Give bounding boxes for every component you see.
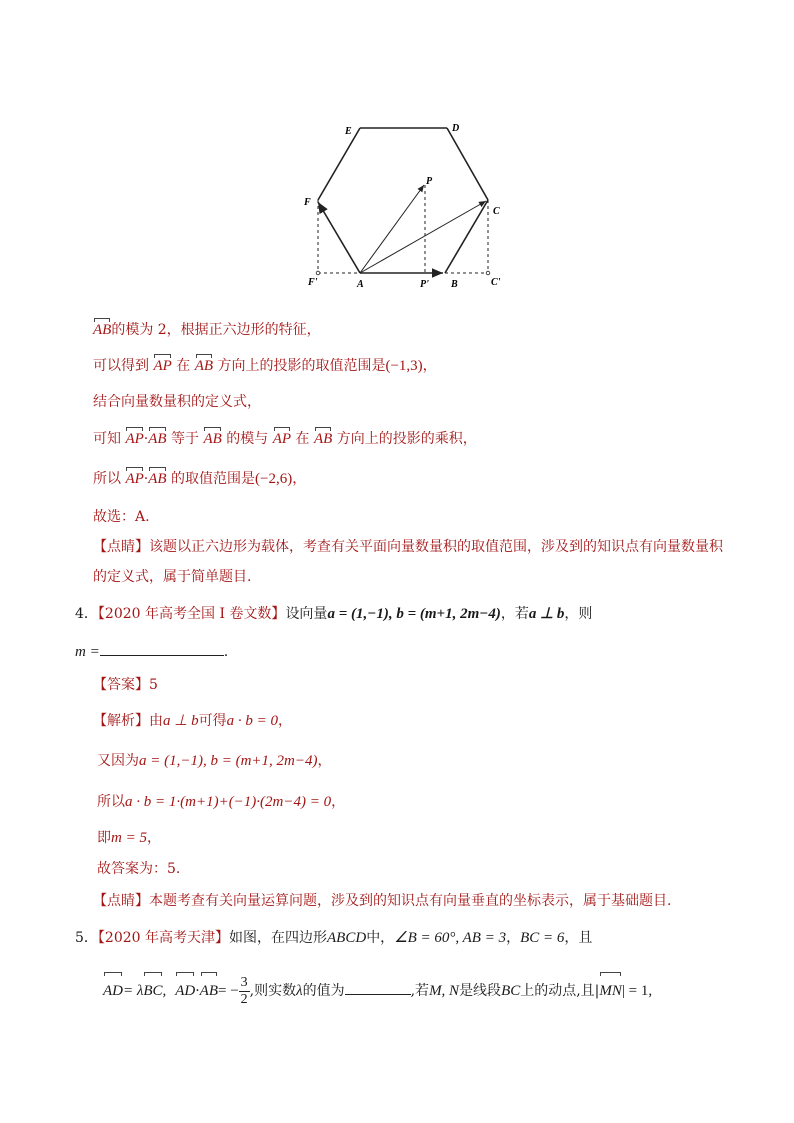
vector-AP: AP: [153, 358, 172, 374]
q4-jiexi-3: 所以a · b = 1·(m+1)+(−1)·(2m−4) = 0，: [97, 794, 346, 810]
label-B: B: [451, 279, 458, 290]
q4-jiexi-1: 【解析】由a ⊥ b可得a · b = 0，: [93, 713, 292, 729]
vector-AB: AB: [93, 322, 112, 338]
sol3-dianjing-1: 【点睛】该题以正六边形为载体，考查有关平面向量数量积的取值范围，涉及到的知识点有向量数量积: [93, 539, 723, 555]
sol3-line5: 所以 AP·AB 的取值范围是(−2,6)，: [93, 471, 307, 487]
vector-AB: AB: [194, 358, 214, 374]
q5-line2: AD= λBC, AD·AB= − $\frac{3}{2}$ ,则实数λ的值为 ,若M, N是线段BC上的动点,且|MN| = 1,: [103, 974, 653, 1007]
sol3-line2: 可以得到 AP 在 AB 方向上的投影的取值范围是(−1,3)，: [93, 358, 437, 374]
label-F1: F': [308, 277, 318, 288]
edge-AF: [318, 202, 360, 273]
edge-CB: [445, 200, 488, 273]
q4-jiexi-2: 又因为a = (1,−1), b = (m+1, 2m−4)，: [97, 753, 332, 769]
q4-jiexi-4: 即m = 5，: [97, 830, 161, 846]
sol3-line3: 结合向量数量积的定义式，: [93, 394, 261, 410]
q4-line2: m = .: [75, 641, 228, 662]
label-P: P: [426, 176, 433, 187]
q4-answer: 【答案】5: [93, 677, 158, 693]
answer-blank-1: [345, 980, 411, 995]
label-D: D: [452, 123, 460, 134]
label-P1: P': [420, 279, 429, 290]
label-C: C: [493, 206, 500, 217]
fraction: $\frac{3}{2}$: [240, 974, 248, 1007]
q4-line1: 4．【2020 年高考全国 I 卷文数】设向量a = (1,−1), b = (m+1, 2m−4)，若a ⊥ b，则: [75, 606, 593, 622]
label-A: A: [357, 279, 364, 290]
label-F: F: [304, 197, 311, 208]
point-C1: [486, 271, 490, 275]
label-C1: C': [491, 277, 501, 288]
sol3-line6: 故选：A.: [93, 509, 150, 525]
vector-AP: [360, 185, 424, 273]
sol3-line1: AB的模为 2，根据正六边形的特征，: [93, 322, 321, 338]
edge-DC: [447, 128, 488, 200]
label-E: E: [345, 126, 352, 137]
point-F1: [316, 271, 320, 275]
q4-dianjing: 【点睛】本题考查有关向量运算问题，涉及到的知识点有向量垂直的坐标表示，属于基础题目.: [93, 893, 672, 909]
hexagon-figure: [295, 115, 510, 295]
edge-EF: [318, 128, 360, 200]
answer-blank: [100, 641, 224, 656]
sol3-dianjing-2: 的定义式，属于简单题目.: [93, 569, 252, 585]
q5-line1: 5．【2020 年高考天津】如图，在四边形ABCD中，∠B = 60°, AB = 3，BC = 6，且: [75, 930, 593, 946]
q4-jiexi-5: 故答案为：5.: [97, 861, 181, 877]
sol3-line4: 可知 AP·AB 等于 AB 的模与 AP 在 AB 方向上的投影的乘积，: [93, 431, 477, 447]
